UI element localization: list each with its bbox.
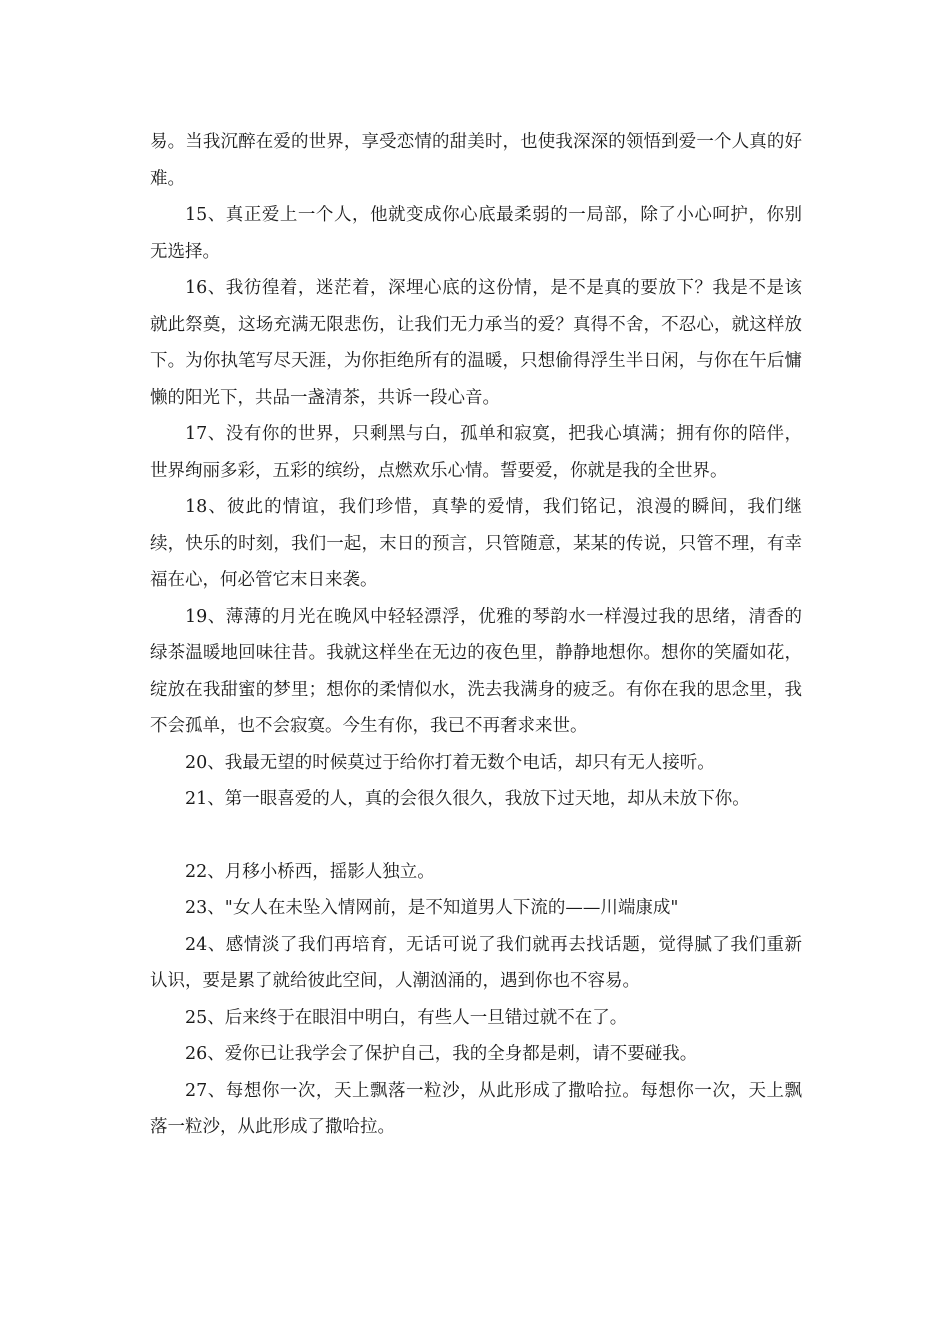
paragraph-16: 16、我彷徨着，迷茫着，深埋心底的这份情，是不是真的要放下？我是不是该就此祭奠，这场充满无限悲伤，让我们无力承当的爱？真得不舍，不忍心，就这样放下。为你执笔写尽天涯，为你拒绝所有的温暖，只想偷得浮生半日闲，与你在午后慵懒的阳光下，共品一盏清茶，共诉一段心音。	[150, 278, 802, 408]
paragraph-continued: 易。当我沉醉在爱的世界，享受恋情的甜美时，也使我深深的领悟到爱一个人真的好难。	[150, 132, 802, 189]
paragraph-18: 18、彼此的情谊，我们珍惜，真挚的爱情，我们铭记，浪漫的瞬间，我们继续，快乐的时刻，我们一起，末日的预言，只管随意，某某的传说，只管不理，有幸福在心，何必管它末日来袭。	[150, 497, 802, 590]
paragraph-26: 26、爱你已让我学会了保护自己，我的全身都是刺，请不要碰我。	[185, 1044, 698, 1064]
paragraph-21: 21、第一眼喜爱的人，真的会很久很久，我放下过天地，却从未放下你。	[185, 789, 750, 809]
paragraph-25: 25、后来终于在眼泪中明白，有些人一旦错过就不在了。	[185, 1007, 628, 1028]
paragraph-15: 15、真正爱上一个人，他就变成你心底最柔弱的一局部，除了小心呵护，你别无选择。	[150, 205, 802, 262]
document-page	[150, 124, 802, 1146]
paragraph-20: 20、我最无望的时候莫过于给你打着无数个电话，却只有无人接听。	[185, 752, 715, 773]
paragraph-19: 19、薄薄的月光在晚风中轻轻漂浮，优雅的琴韵水一样漫过我的思绪，清香的绿茶温暖地回味往昔。我就这样坐在无边的夜色里，静静地想你。想你的笑靥如花，绽放在我甜蜜的梦里；想你的柔情似水，洗去我满身的疲乏。有你在我的思念里，我不会孤单，也不会寂寞。今生有你，我已不再奢求来世。	[150, 606, 802, 736]
paragraph-22: 22、月移小桥西，摇影人独立。	[185, 861, 435, 882]
paragraph-24: 24、感情淡了我们再培育，无话可说了我们就再去找话题，觉得腻了我们重新认识，要是累了就给彼此空间，人潮汹涌的，遇到你也不容易。	[150, 934, 802, 991]
paragraph-27: 27、每想你一次，天上飘落一粒沙，从此形成了撒哈拉。每想你一次，天上飘落一粒沙，从此形成了撒哈拉。	[150, 1080, 802, 1137]
paragraph-17: 17、没有你的世界，只剩黑与白，孤单和寂寞，把我心填满；拥有你的陪伴，世界绚丽多彩，五彩的缤纷，点燃欢乐心情。誓要爱，你就是我的全世界。	[150, 424, 802, 481]
paragraph-23: 23、"女人在未坠入情网前，是不知道男人下流的——川端康成"	[185, 898, 679, 918]
